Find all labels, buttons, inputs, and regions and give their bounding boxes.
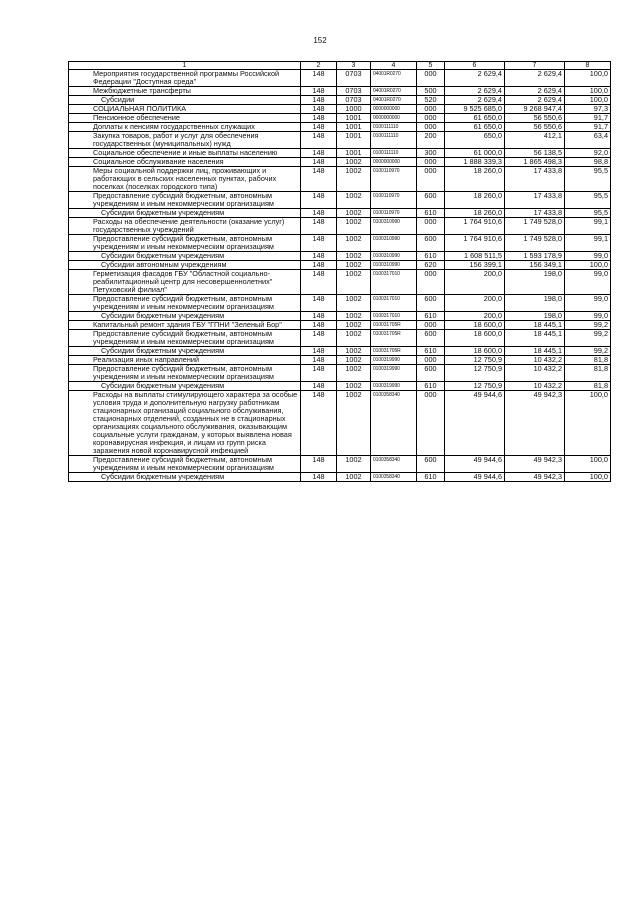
row-code-admin: 148 <box>301 391 337 456</box>
row-percent: 95,5 <box>565 209 611 218</box>
row-plan: 12 750,9 <box>445 382 505 391</box>
row-actual: 198,0 <box>505 270 565 295</box>
row-name: Расходы на выплаты стимулирующего характера за особые условия труда и дополнительную нагрузку работникам стационарных организаций социального обслуживания, стационарных отделений, созданных не в стационарных организациях социального обслуживания, оказывающим социальные услуги гражданам, у которых выявлена новая коронавирусная инфекция, и лицам из групп риска заражения новой коронавирусной инфекцией <box>93 390 298 455</box>
row-percent: 81,8 <box>565 356 611 365</box>
header-cell: 5 <box>417 62 445 70</box>
row-actual: 9 268 947,4 <box>505 105 565 114</box>
row-name: Субсидии <box>101 95 135 104</box>
row-code-target: 0100110970 <box>371 192 417 209</box>
row-plan: 49 944,6 <box>445 391 505 456</box>
row-name: Расходы на обеспечение деятельности (оказание услуг) государственных учреждений <box>93 217 285 234</box>
row-percent: 99,1 <box>565 235 611 252</box>
row-plan: 49 944,6 <box>445 456 505 473</box>
row-code-target: 04001R0270 <box>371 70 417 87</box>
row-actual: 56 550,6 <box>505 123 565 132</box>
row-code-admin: 148 <box>301 70 337 87</box>
row-name-cell <box>69 382 301 391</box>
row-name: Субсидии автономным учреждениям <box>101 260 227 269</box>
row-code-admin: 148 <box>301 87 337 96</box>
row-code-admin: 148 <box>301 132 337 149</box>
row-name: Субсидии бюджетным учреждениям <box>101 381 225 390</box>
row-code-target: 0100358340 <box>371 456 417 473</box>
row-code-section: 1002 <box>337 312 371 321</box>
row-plan: 18 260,0 <box>445 167 505 192</box>
row-name-cell <box>69 456 301 473</box>
row-code-target: 0100358340 <box>371 473 417 482</box>
row-name-cell <box>69 391 301 456</box>
row-actual: 17 433,8 <box>505 167 565 192</box>
row-plan: 49 944,6 <box>445 473 505 482</box>
row-name: Предоставление субсидий бюджетным, автономным учреждениям и иным некоммерческим организациям <box>93 234 274 251</box>
table-row <box>69 105 611 114</box>
table-row <box>69 473 611 482</box>
row-code-type: 610 <box>417 473 445 482</box>
row-name-cell <box>69 167 301 192</box>
row-code-type: 500 <box>417 87 445 96</box>
row-name: Предоставление субсидий бюджетным, автономным учреждениям и иным некоммерческим организациям <box>93 294 274 311</box>
row-plan: 18 600,0 <box>445 330 505 347</box>
table-row <box>69 347 611 356</box>
table-row <box>69 356 611 365</box>
row-code-type: 600 <box>417 295 445 312</box>
row-actual: 2 629,4 <box>505 96 565 105</box>
row-name: Предоставление субсидий бюджетным, автономным учреждениям и иным некоммерческим организациям <box>93 329 274 346</box>
row-code-target: 0100319990 <box>371 356 417 365</box>
row-code-type: 000 <box>417 356 445 365</box>
row-code-target: 0100310990 <box>371 235 417 252</box>
row-name-cell <box>69 347 301 356</box>
row-code-admin: 148 <box>301 382 337 391</box>
row-code-target: 0100110970 <box>371 209 417 218</box>
row-plan: 18 600,0 <box>445 321 505 330</box>
header-cell: 3 <box>337 62 371 70</box>
row-code-type: 610 <box>417 347 445 356</box>
row-code-section: 1002 <box>337 192 371 209</box>
row-actual: 412,1 <box>505 132 565 149</box>
row-name: Субсидии бюджетным учреждениям <box>101 346 225 355</box>
row-name: Меры социальной поддержки лиц, проживающих и работающих в сельских населенных пунктах, рабочих поселках (поселках городского типа) <box>93 166 277 191</box>
row-code-type: 000 <box>417 167 445 192</box>
row-code-target: 04001R0270 <box>371 87 417 96</box>
row-code-admin: 148 <box>301 295 337 312</box>
row-code-section: 1002 <box>337 382 371 391</box>
table-row <box>69 382 611 391</box>
row-code-section: 1002 <box>337 356 371 365</box>
row-name-cell <box>69 365 301 382</box>
row-code-section: 1002 <box>337 218 371 235</box>
row-code-section: 1002 <box>337 261 371 270</box>
row-name-cell <box>69 123 301 132</box>
row-code-type: 620 <box>417 261 445 270</box>
row-actual: 198,0 <box>505 295 565 312</box>
row-code-target: 0000000000 <box>371 158 417 167</box>
row-plan: 200,0 <box>445 270 505 295</box>
row-code-admin: 148 <box>301 158 337 167</box>
row-percent: 81,8 <box>565 365 611 382</box>
row-actual: 18 445,1 <box>505 347 565 356</box>
row-name-cell <box>69 132 301 149</box>
row-name: Предоставление субсидий бюджетным, автономным учреждениям и иным некоммерческим организациям <box>93 364 274 381</box>
row-code-type: 610 <box>417 312 445 321</box>
header-cell: 4 <box>371 62 417 70</box>
header-cell: 1 <box>69 62 301 70</box>
row-code-section: 0703 <box>337 87 371 96</box>
row-name: Субсидии бюджетным учреждениям <box>101 472 225 481</box>
table-row <box>69 330 611 347</box>
row-code-target: 0000000000 <box>371 105 417 114</box>
row-code-target: 0100319990 <box>371 382 417 391</box>
row-percent: 100,0 <box>565 473 611 482</box>
table-row <box>69 192 611 209</box>
row-code-section: 1002 <box>337 295 371 312</box>
table-row <box>69 167 611 192</box>
row-actual: 1 749 528,0 <box>505 218 565 235</box>
table-row <box>69 70 611 87</box>
table-row <box>69 235 611 252</box>
row-percent: 100,0 <box>565 87 611 96</box>
row-code-type: 600 <box>417 235 445 252</box>
row-code-admin: 148 <box>301 261 337 270</box>
row-code-type: 000 <box>417 391 445 456</box>
row-code-admin: 148 <box>301 473 337 482</box>
row-code-section: 1002 <box>337 365 371 382</box>
row-name: Межбюджетные трансферты <box>93 86 191 95</box>
header-cell: 8 <box>565 62 611 70</box>
row-code-admin: 148 <box>301 330 337 347</box>
row-plan: 18 260,0 <box>445 209 505 218</box>
row-code-admin: 148 <box>301 252 337 261</box>
row-code-type: 000 <box>417 70 445 87</box>
row-actual: 10 432,2 <box>505 356 565 365</box>
table-row <box>69 87 611 96</box>
row-code-type: 520 <box>417 96 445 105</box>
row-name-cell <box>69 321 301 330</box>
row-name: Социальное обслуживание населения <box>93 157 224 166</box>
row-code-type: 000 <box>417 158 445 167</box>
row-name: Закупка товаров, работ и услуг для обеспечения государственных (муниципальных) нужд <box>93 131 259 148</box>
table-row <box>69 321 611 330</box>
row-code-admin: 148 <box>301 365 337 382</box>
row-code-section: 1002 <box>337 347 371 356</box>
row-code-admin: 148 <box>301 312 337 321</box>
row-code-admin: 148 <box>301 456 337 473</box>
row-name: Предоставление субсидий бюджетным, автономным учреждениям и иным некоммерческим организациям <box>93 191 274 208</box>
row-code-section: 1002 <box>337 252 371 261</box>
row-percent: 97,3 <box>565 105 611 114</box>
row-name: Мероприятия государственной программы Российской Федерации "Доступная среда" <box>93 69 280 86</box>
table-row <box>69 456 611 473</box>
row-code-type: 000 <box>417 270 445 295</box>
row-percent: 92,0 <box>565 149 611 158</box>
row-code-type: 610 <box>417 209 445 218</box>
row-code-admin: 148 <box>301 114 337 123</box>
row-name-cell <box>69 87 301 96</box>
row-code-section: 1001 <box>337 132 371 149</box>
row-plan: 61 000,0 <box>445 149 505 158</box>
row-code-admin: 148 <box>301 321 337 330</box>
row-code-target: 0100110970 <box>371 167 417 192</box>
row-percent: 99,2 <box>565 321 611 330</box>
row-plan: 18 600,0 <box>445 347 505 356</box>
row-plan: 2 629,4 <box>445 96 505 105</box>
row-plan: 9 525 685,0 <box>445 105 505 114</box>
row-plan: 61 650,0 <box>445 123 505 132</box>
header-cell: 7 <box>505 62 565 70</box>
row-actual: 56 550,6 <box>505 114 565 123</box>
row-name-cell <box>69 235 301 252</box>
table-row <box>69 96 611 105</box>
row-percent: 81,8 <box>565 382 611 391</box>
row-actual: 49 942,3 <box>505 456 565 473</box>
row-percent: 99,0 <box>565 270 611 295</box>
row-name-cell <box>69 70 301 87</box>
row-percent: 100,0 <box>565 391 611 456</box>
row-code-type: 610 <box>417 382 445 391</box>
row-actual: 18 445,1 <box>505 330 565 347</box>
row-code-type: 600 <box>417 330 445 347</box>
row-code-type: 000 <box>417 123 445 132</box>
row-code-type: 300 <box>417 149 445 158</box>
row-code-target: 010031705R <box>371 321 417 330</box>
row-plan: 12 750,9 <box>445 356 505 365</box>
row-code-admin: 148 <box>301 105 337 114</box>
row-percent: 100,0 <box>565 456 611 473</box>
row-code-section: 1001 <box>337 123 371 132</box>
row-actual: 2 629,4 <box>505 87 565 96</box>
row-code-section: 1001 <box>337 149 371 158</box>
row-code-section: 1001 <box>337 114 371 123</box>
row-code-section: 1002 <box>337 473 371 482</box>
row-name: Социальное обеспечение и иные выплаты населению <box>93 148 278 157</box>
row-code-target: 010031705R <box>371 347 417 356</box>
row-name-cell <box>69 312 301 321</box>
row-code-type: 000 <box>417 105 445 114</box>
row-percent: 99,0 <box>565 252 611 261</box>
row-plan: 650,0 <box>445 132 505 149</box>
row-name: СОЦИАЛЬНАЯ ПОЛИТИКА <box>93 104 187 113</box>
row-code-target: 0100310990 <box>371 252 417 261</box>
row-actual: 156 349,1 <box>505 261 565 270</box>
row-plan: 156 399,1 <box>445 261 505 270</box>
row-actual: 1 865 498,3 <box>505 158 565 167</box>
row-code-target: 0000000000 <box>371 114 417 123</box>
row-name-cell <box>69 473 301 482</box>
row-name-cell <box>69 149 301 158</box>
table-row <box>69 132 611 149</box>
row-code-section: 1002 <box>337 330 371 347</box>
row-code-target: 010031705R <box>371 330 417 347</box>
row-name-cell <box>69 158 301 167</box>
row-percent: 99,1 <box>565 218 611 235</box>
table-row <box>69 158 611 167</box>
table-row <box>69 365 611 382</box>
row-percent: 99,0 <box>565 312 611 321</box>
table-row <box>69 218 611 235</box>
row-plan: 200,0 <box>445 312 505 321</box>
row-code-admin: 148 <box>301 347 337 356</box>
row-code-type: 000 <box>417 218 445 235</box>
budget-table <box>68 61 611 482</box>
table-row <box>69 149 611 158</box>
row-actual: 18 445,1 <box>505 321 565 330</box>
row-actual: 1 749 528,0 <box>505 235 565 252</box>
row-plan: 2 629,4 <box>445 70 505 87</box>
row-code-section: 1002 <box>337 391 371 456</box>
row-actual: 1 593 178,9 <box>505 252 565 261</box>
row-name: Герметизация фасадов ГБУ "Областной социально-реабилитационный центр для несовершеннолетних" Петуховский филиал" <box>93 269 273 294</box>
row-actual: 2 629,4 <box>505 70 565 87</box>
row-percent: 91,7 <box>565 123 611 132</box>
row-code-target: 0100310990 <box>371 218 417 235</box>
header-cell: 2 <box>301 62 337 70</box>
row-name-cell <box>69 270 301 295</box>
row-name-cell <box>69 209 301 218</box>
row-plan: 1 764 910,6 <box>445 218 505 235</box>
row-code-admin: 148 <box>301 96 337 105</box>
row-code-target: 0100319990 <box>371 365 417 382</box>
row-code-admin: 148 <box>301 209 337 218</box>
row-name-cell <box>69 192 301 209</box>
row-plan: 1 764 910,6 <box>445 235 505 252</box>
table-row <box>69 270 611 295</box>
row-percent: 99,2 <box>565 347 611 356</box>
table-row <box>69 114 611 123</box>
row-code-section: 1002 <box>337 270 371 295</box>
row-code-target: 0100358340 <box>371 391 417 456</box>
row-name-cell <box>69 330 301 347</box>
row-name: Субсидии бюджетным учреждениям <box>101 311 225 320</box>
row-percent: 91,7 <box>565 114 611 123</box>
page-number: 152 <box>313 36 327 45</box>
row-code-section: 1002 <box>337 235 371 252</box>
row-name: Субсидии бюджетным учреждениям <box>101 251 225 260</box>
row-actual: 49 942,3 <box>505 473 565 482</box>
row-code-target: 0100111110 <box>371 132 417 149</box>
row-name: Предоставление субсидий бюджетным, автономным учреждениям и иным некоммерческим организациям <box>93 455 274 472</box>
row-code-target: 0100111110 <box>371 123 417 132</box>
row-name: Субсидии бюджетным учреждениям <box>101 208 225 217</box>
row-code-section: 1002 <box>337 209 371 218</box>
row-name-cell <box>69 252 301 261</box>
row-actual: 10 432,2 <box>505 365 565 382</box>
row-plan: 18 260,0 <box>445 192 505 209</box>
row-plan: 1 888 339,3 <box>445 158 505 167</box>
row-percent: 95,5 <box>565 167 611 192</box>
row-plan: 12 750,9 <box>445 365 505 382</box>
table-row <box>69 312 611 321</box>
row-plan: 200,0 <box>445 295 505 312</box>
table-row <box>69 209 611 218</box>
row-code-section: 0703 <box>337 96 371 105</box>
row-actual: 17 433,8 <box>505 209 565 218</box>
row-name: Капитальный ремонт здания ГБУ "ГПНИ "Зеленый Бор" <box>93 320 282 329</box>
row-percent: 99,0 <box>565 295 611 312</box>
table-row <box>69 123 611 132</box>
row-plan: 1 608 511,5 <box>445 252 505 261</box>
row-percent: 63,4 <box>565 132 611 149</box>
row-name-cell <box>69 261 301 270</box>
row-code-target: 0100111110 <box>371 149 417 158</box>
row-plan: 2 629,4 <box>445 87 505 96</box>
row-code-admin: 148 <box>301 356 337 365</box>
row-code-section: 1002 <box>337 456 371 473</box>
row-code-admin: 148 <box>301 218 337 235</box>
row-name-cell <box>69 356 301 365</box>
row-percent: 100,0 <box>565 96 611 105</box>
row-code-type: 000 <box>417 321 445 330</box>
row-plan: 61 650,0 <box>445 114 505 123</box>
row-actual: 10 432,2 <box>505 382 565 391</box>
row-code-section: 1002 <box>337 167 371 192</box>
row-code-section: 1002 <box>337 321 371 330</box>
row-code-type: 610 <box>417 252 445 261</box>
table-row <box>69 295 611 312</box>
row-code-type: 600 <box>417 192 445 209</box>
row-percent: 99,2 <box>565 330 611 347</box>
header-cell: 6 <box>445 62 505 70</box>
row-code-target: 0100317010 <box>371 270 417 295</box>
row-name-cell <box>69 114 301 123</box>
row-name-cell <box>69 105 301 114</box>
row-code-section: 0703 <box>337 70 371 87</box>
row-name: Доплаты к пенсиям государственных служащих <box>93 122 255 131</box>
header-row <box>69 62 611 70</box>
row-code-target: 04001R0270 <box>371 96 417 105</box>
row-code-target: 0100317010 <box>371 312 417 321</box>
row-name: Пенсионное обеспечение <box>93 113 180 122</box>
row-code-type: 600 <box>417 365 445 382</box>
row-code-target: 0100310990 <box>371 261 417 270</box>
row-code-section: 1000 <box>337 105 371 114</box>
row-percent: 100,0 <box>565 70 611 87</box>
row-code-type: 200 <box>417 132 445 149</box>
row-code-admin: 148 <box>301 192 337 209</box>
row-code-admin: 148 <box>301 270 337 295</box>
table-row <box>69 261 611 270</box>
row-code-type: 000 <box>417 114 445 123</box>
row-name-cell <box>69 295 301 312</box>
row-percent: 98,8 <box>565 158 611 167</box>
row-percent: 100,0 <box>565 261 611 270</box>
row-name: Реализация иных направлений <box>93 355 200 364</box>
row-actual: 49 942,3 <box>505 391 565 456</box>
row-name-cell <box>69 96 301 105</box>
row-code-type: 600 <box>417 456 445 473</box>
row-code-section: 1002 <box>337 158 371 167</box>
row-code-admin: 148 <box>301 167 337 192</box>
row-actual: 198,0 <box>505 312 565 321</box>
table-row <box>69 252 611 261</box>
row-code-target: 0100317010 <box>371 295 417 312</box>
row-actual: 56 138,5 <box>505 149 565 158</box>
table-row <box>69 391 611 456</box>
row-code-admin: 148 <box>301 123 337 132</box>
row-code-admin: 148 <box>301 149 337 158</box>
row-percent: 95,5 <box>565 192 611 209</box>
row-code-admin: 148 <box>301 235 337 252</box>
row-name-cell <box>69 218 301 235</box>
row-actual: 17 433,8 <box>505 192 565 209</box>
